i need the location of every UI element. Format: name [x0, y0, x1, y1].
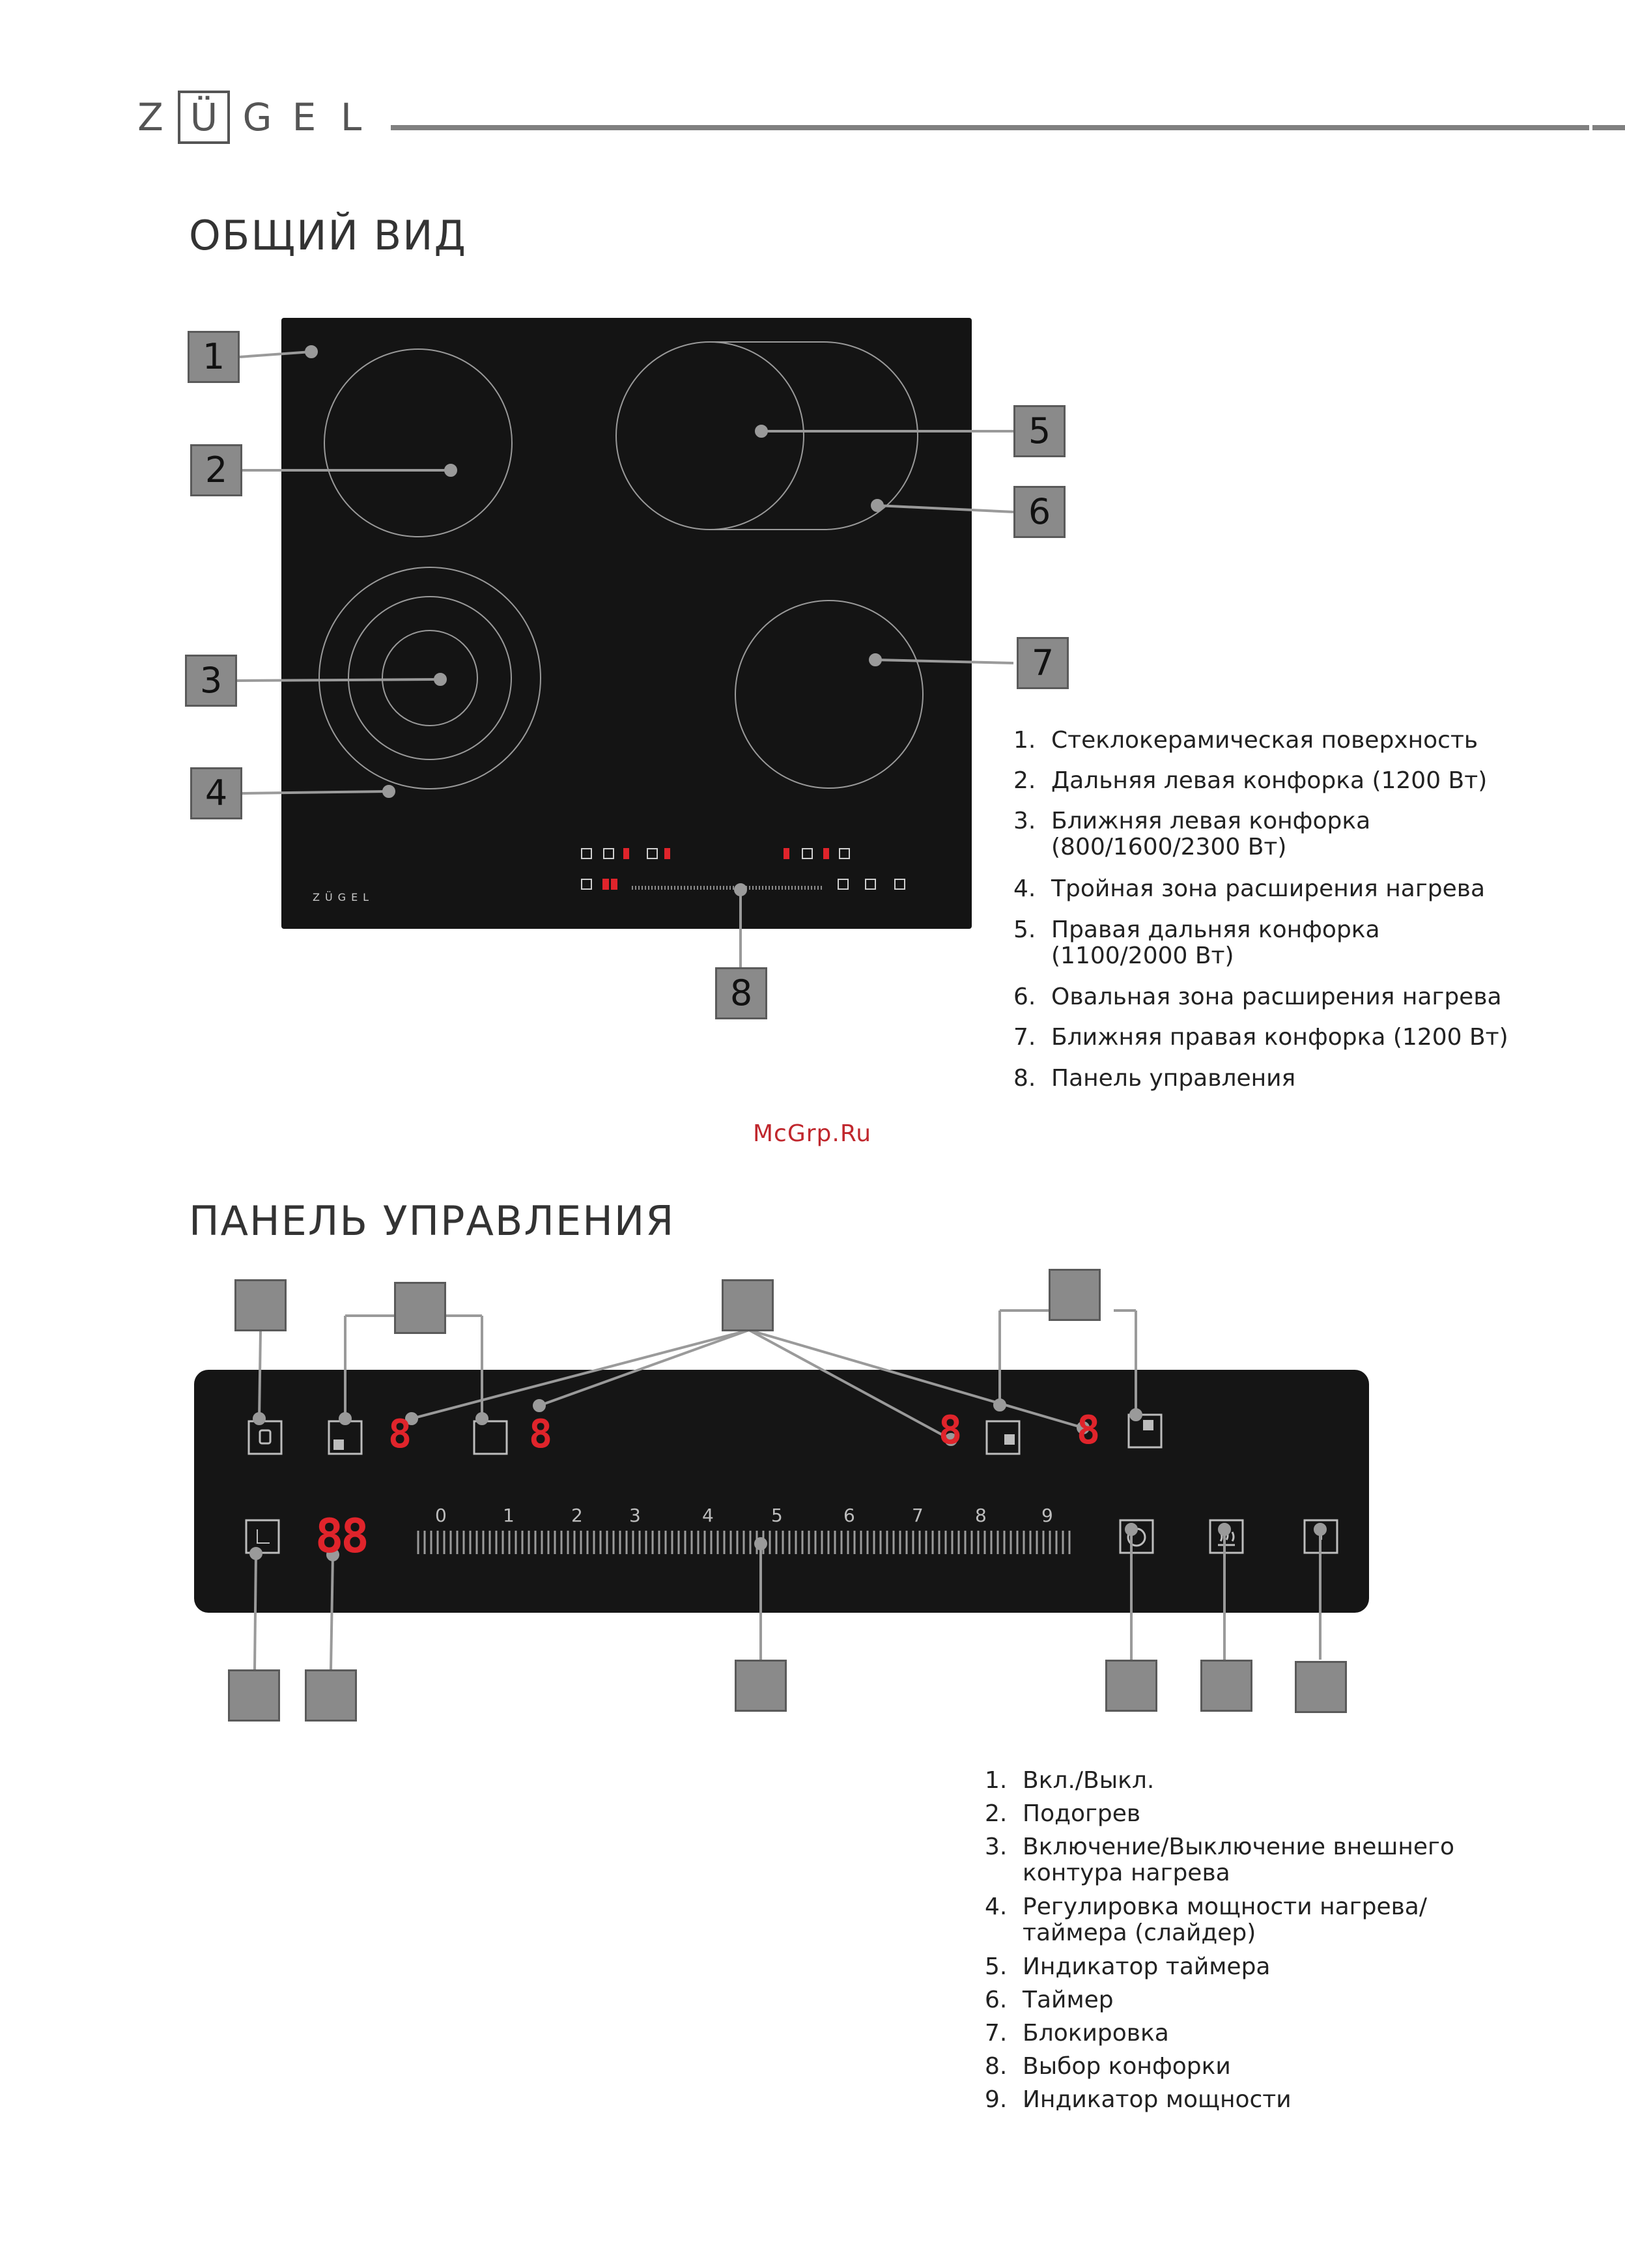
- lock-button: [249, 1421, 281, 1454]
- panel-callout-lock: [234, 1279, 287, 1331]
- hob-logo: ZÜGEL: [313, 891, 374, 903]
- power-button: [246, 1520, 279, 1553]
- legend-item: 5. Правая дальняя конфорка: [1013, 916, 1380, 943]
- panel-callout-timer: [1105, 1660, 1157, 1712]
- watermark: McGrp.Ru: [753, 1120, 872, 1147]
- legend-item: 3. Включение/Выключение внешнего: [985, 1834, 1454, 1860]
- legend-item: 3. Ближняя левая конфорка: [1013, 808, 1371, 834]
- power-indicator-3: 8: [939, 1408, 963, 1453]
- scale-label: 8: [975, 1505, 987, 1526]
- logo-letter: G: [242, 95, 272, 139]
- scale-label: 3: [629, 1505, 641, 1526]
- panel-callout-warm: [1200, 1660, 1252, 1712]
- power-indicator-4: 8: [1077, 1408, 1101, 1453]
- control-panel-title: ПАНЕЛЬ УПРАВЛЕНИЯ: [189, 1197, 675, 1245]
- overview-title: ОБЩИЙ ВИД: [189, 212, 467, 259]
- legend-item: 4. Тройная зона расширения нагрева: [1013, 875, 1486, 902]
- legend-item-cont: контура нагрева: [1023, 1860, 1230, 1886]
- logo-letter: Z: [137, 95, 163, 139]
- legend-item: 1. Стеклокерамическая поверхность: [1013, 727, 1478, 754]
- legend-item: 8. Панель управления: [1013, 1065, 1296, 1092]
- timer-button: [1120, 1520, 1153, 1553]
- timer-indicator: 88: [315, 1509, 367, 1563]
- scale-label: 4: [702, 1505, 714, 1526]
- logo-letter: L: [340, 95, 362, 139]
- slider-ticks: [418, 1531, 1069, 1554]
- panel-callout-slider: [735, 1660, 787, 1712]
- callout-1: 1: [188, 331, 240, 383]
- logo-letter-boxed: Ü: [178, 91, 230, 144]
- legend-item: 9. Индикатор мощности: [985, 2086, 1292, 2113]
- scale-label: 5: [771, 1505, 783, 1526]
- panel-callout-power-indicator: [722, 1279, 774, 1331]
- logo-letter: E: [292, 95, 317, 139]
- panel-leaders: [251, 1311, 1325, 1669]
- panel-callout-extension: [1295, 1661, 1347, 1713]
- scale-label: 7: [912, 1505, 924, 1526]
- legend-item: 6. Овальная зона расширения нагрева: [1013, 984, 1502, 1010]
- legend-item: 7. Блокировка: [985, 2020, 1169, 2047]
- legend-item: 2. Дальняя левая конфорка (1200 Вт): [1013, 767, 1488, 794]
- callout-8: 8: [715, 967, 767, 1019]
- panel-callout-timer-indicator: [305, 1669, 357, 1722]
- legend-item: 6. Таймер: [985, 1987, 1114, 2013]
- legend-item: 1. Вкл./Выкл.: [985, 1767, 1155, 1794]
- callout-2: 2: [190, 444, 242, 496]
- power-indicator-1: 8: [388, 1411, 412, 1457]
- callout-7: 7: [1017, 637, 1069, 689]
- power-indicator-2: 8: [529, 1411, 553, 1457]
- legend-item-cont: (1100/2000 Вт): [1051, 943, 1234, 969]
- legend-item: 2. Подогрев: [985, 1800, 1141, 1827]
- legend-item: 7. Ближняя правая конфорка (1200 Вт): [1013, 1024, 1508, 1051]
- legend-item-cont: таймера (слайдер): [1023, 1920, 1256, 1946]
- scale-label: 0: [435, 1505, 447, 1526]
- zone-select-button-2: [474, 1421, 507, 1454]
- legend-item: 5. Индикатор таймера: [985, 1953, 1271, 1980]
- legend-item: 8. Выбор конфорки: [985, 2053, 1231, 2080]
- callout-5: 5: [1013, 405, 1066, 457]
- panel-callout-zone-select-right: [1049, 1269, 1101, 1321]
- callout-6: 6: [1013, 486, 1066, 538]
- scale-label: 2: [571, 1505, 583, 1526]
- legend-item-cont: (800/1600/2300 Вт): [1051, 834, 1287, 860]
- callout-3: 3: [185, 655, 237, 707]
- scale-label: 6: [843, 1505, 855, 1526]
- panel-callout-zone-select-left: [394, 1282, 446, 1334]
- scale-label: 1: [503, 1505, 515, 1526]
- callout-4: 4: [190, 767, 242, 819]
- legend-item: 4. Регулировка мощности нагрева/: [985, 1893, 1427, 1920]
- panel-callout-power: [228, 1669, 280, 1722]
- scale-label: 9: [1041, 1505, 1053, 1526]
